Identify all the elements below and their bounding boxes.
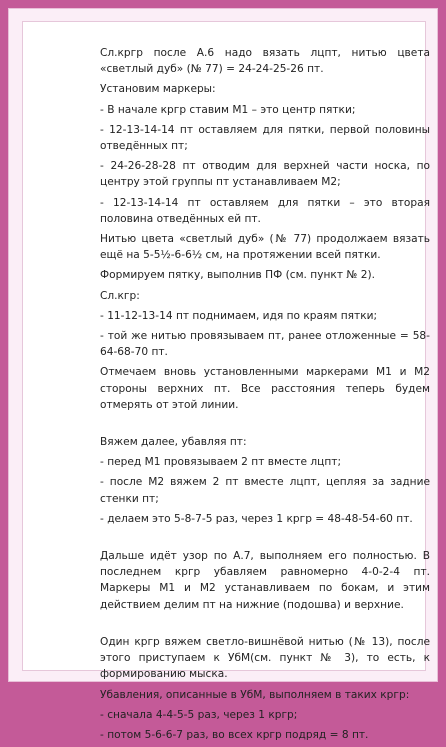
text-paragraph: Установим маркеры:: [100, 83, 216, 96]
text-paragraph: - В начале кргр ставим М1 – это центр пятки;: [100, 103, 356, 116]
text-paragraph: - той же нитью провязываем пт, ранее отложенные = 58-64-68-70 пт.: [100, 330, 430, 359]
document-sheet: [22, 21, 430, 741]
text-paragraph: - сначала 4-4-5-5 раз, через 1 кргр;: [100, 708, 298, 721]
text-paragraph: - потом 5-6-6-7 раз, во всех кргр подряд = 8 пт.: [100, 728, 369, 741]
paragraph-spacer: [100, 417, 430, 434]
text-paragraph: - 24-26-28-28 пт отводим для верхней части носка, по центру этой группы пт устанавливаем М2;: [100, 160, 430, 189]
text-paragraph: - 12-13-14-14 пт оставляем для пятки, первой половины отведённых пт;: [100, 123, 430, 153]
text-paragraph: - 12-13-14-14 пт оставляем для пятки – это вторая половина отведённых ей пт.: [100, 196, 430, 225]
text-paragraph: - 11-12-13-14 пт поднимаем, идя по краям пятки;: [100, 309, 378, 322]
paragraph-spacer: [100, 617, 430, 634]
text-paragraph: Вяжем далее, убавляя пт:: [100, 436, 247, 449]
outer-frame: [8, 8, 438, 741]
text-paragraph: Отмечаем вновь установленными маркерами М1 и М2 стороны верхних пт. Все расстояния теперь будем отмерять от этой линии.: [100, 366, 430, 411]
text-paragraph: Сл.кгр:: [100, 289, 140, 302]
text-paragraph: - делаем это 5-8-7-5 раз, через 1 кргр = 48-48-54-60 пт.: [100, 512, 413, 525]
document-text: [100, 45, 430, 747]
text-paragraph: - перед М1 провязываем 2 пт вместе лцпт;: [100, 456, 342, 469]
text-paragraph: Сл.кргр после А.6 надо вязать лцпт, нитью цвета «светлый дуб» (№ 77) = 24-24-25-26 пт.: [100, 47, 430, 76]
text-paragraph: - после М2 вяжем 2 пт вместе лцпт, цепляя за задние стенки пт;: [100, 476, 430, 505]
text-paragraph: Формируем пятку, выполнив ПФ (см. пункт № 2).: [100, 269, 375, 282]
text-paragraph: Нитью цвета «светлый дуб» (№ 77) продолжаем вязать ещё на 5-5½-6-6½ см, на протяжении всей пятки.: [100, 233, 430, 262]
text-paragraph: Убавления, описанные в УбМ, выполняем в таких кргр:: [100, 688, 410, 701]
paragraph-spacer: [100, 531, 430, 548]
text-paragraph: Один кргр вяжем светло-вишнёвой нитью (№ 13), после этого приступаем к УбМ(см. пункт № 3), то есть, к формированию мыска.: [100, 635, 430, 681]
text-paragraph: Дальше идёт узор по А.7, выполняем его полностью. В последнем кргр убавляем равномерно 4-0-2-4 пт. Маркеры М1 и М2 устанавливаем по бокам, и этим действием делим пт на нижние (подошва) и верхние.: [100, 550, 430, 611]
